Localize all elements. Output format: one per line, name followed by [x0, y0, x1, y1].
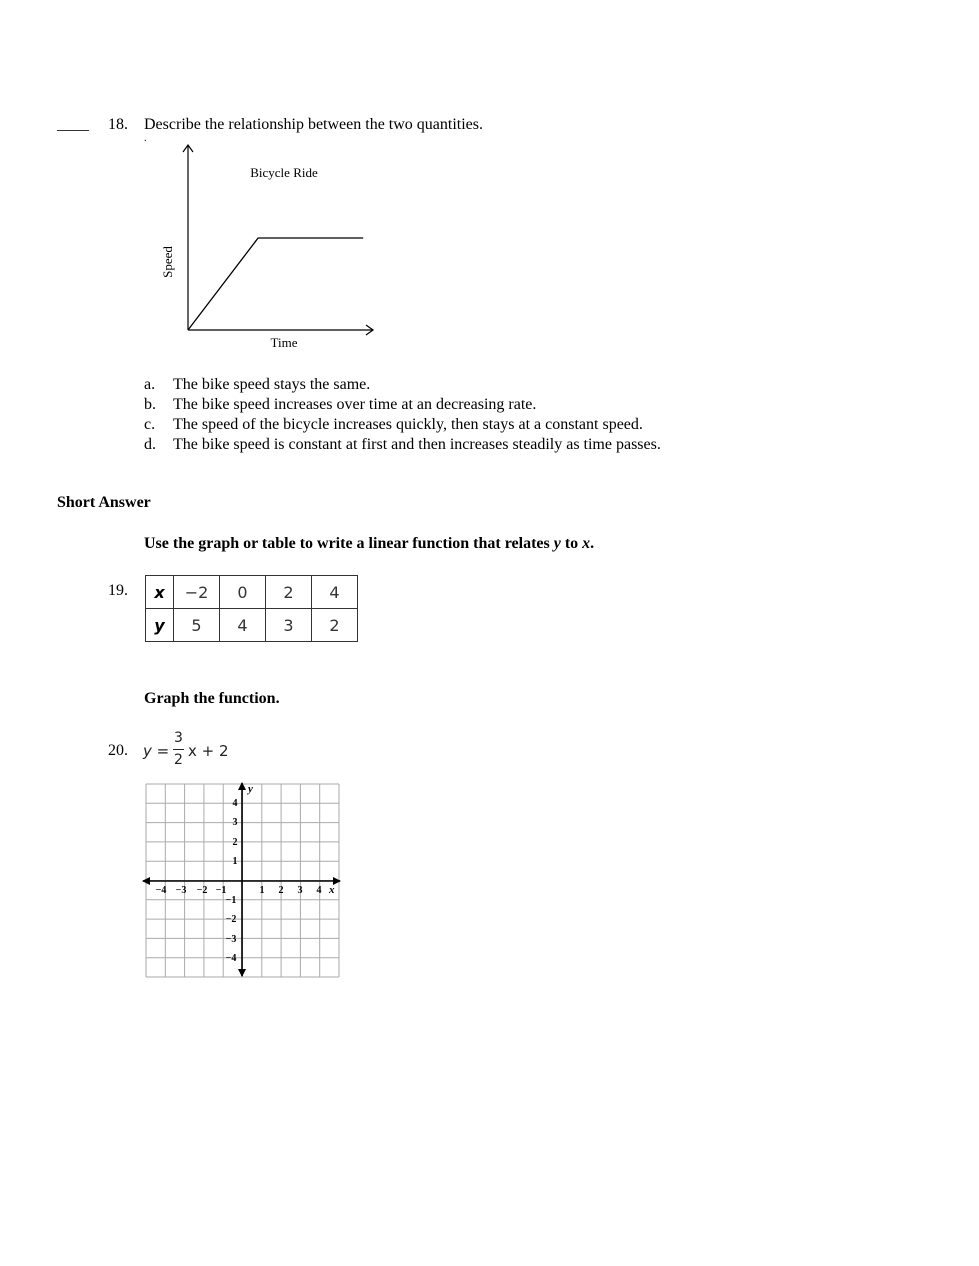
- coordinate-grid[interactable]: [140, 780, 345, 980]
- y-tick-label: 4: [232, 798, 238, 809]
- x-tick-label: −1: [215, 885, 227, 896]
- x-tick-label: −3: [175, 885, 187, 896]
- y-tick-label: −3: [225, 934, 237, 945]
- bicycle-ride-chart: [150, 140, 390, 355]
- section-heading-graph: Graph the function.: [144, 690, 280, 707]
- table-row-y: [146, 609, 358, 642]
- grid-y-arrow-down: [238, 969, 246, 977]
- answer-blank[interactable]: ____: [57, 116, 89, 133]
- choice-a[interactable]: The bike speed stays the same.: [173, 376, 371, 393]
- fraction-numerator: 3: [174, 730, 183, 746]
- table-cell: 4: [312, 576, 358, 609]
- choice-d[interactable]: The bike speed is constant at first and then increases steadily as time passes.: [173, 436, 661, 453]
- table-cell: 5: [174, 609, 220, 642]
- choice-a-letter: a.: [144, 376, 156, 393]
- table-cell: −2: [174, 576, 220, 609]
- table-cell: 3: [266, 609, 312, 642]
- choice-c-letter: c.: [144, 416, 156, 433]
- instruction-end: .: [590, 535, 595, 552]
- table-header-y: y: [146, 609, 174, 642]
- table-row-x: [146, 576, 358, 609]
- y-tick-label: −2: [225, 914, 237, 925]
- question-number-19: 19.: [108, 582, 128, 599]
- y-tick-label: −4: [225, 953, 237, 964]
- instruction-mid: to: [560, 535, 583, 552]
- section-heading-short-answer: Short Answer: [57, 494, 151, 511]
- x-axis-label: Time: [270, 335, 298, 350]
- stray-mark: .: [144, 133, 147, 144]
- instruction-start: Use the graph or table to write a linear function that relates: [144, 535, 554, 552]
- instruction-y: y: [553, 535, 561, 552]
- x-tick-label: −2: [196, 885, 208, 896]
- equation-rhs: x + 2: [188, 742, 229, 760]
- choice-b[interactable]: The bike speed increases over time at an decreasing rate.: [173, 396, 537, 413]
- x-tick-label: 4: [316, 885, 322, 896]
- question-number-18: 18.: [108, 116, 128, 133]
- table-header-x: x: [146, 576, 174, 609]
- grid-y-label: y: [248, 783, 253, 795]
- question-number-20: 20.: [108, 742, 128, 759]
- grid-x-label: x: [329, 884, 335, 896]
- x-tick-label: 1: [259, 885, 265, 896]
- grid-y-arrow-up: [238, 782, 246, 790]
- fraction-denominator: 2: [174, 752, 183, 768]
- table-cell: 0: [220, 576, 266, 609]
- y-tick-label: 1: [232, 856, 238, 867]
- x-tick-label: −4: [155, 885, 167, 896]
- choice-b-letter: b.: [144, 396, 156, 413]
- x-tick-label: 3: [297, 885, 303, 896]
- x-tick-label: 2: [278, 885, 284, 896]
- y-tick-label: 3: [232, 817, 238, 828]
- table-cell: 2: [312, 609, 358, 642]
- instruction-x: x: [582, 535, 591, 552]
- xy-table: [145, 575, 358, 642]
- y-axis-label: Speed: [160, 246, 175, 278]
- table-cell: 2: [266, 576, 312, 609]
- fraction-bar: [173, 749, 184, 750]
- y-tick-label: 2: [232, 837, 238, 848]
- short-answer-instruction: [144, 535, 594, 553]
- choice-d-letter: d.: [144, 436, 156, 453]
- choice-c[interactable]: The speed of the bicycle increases quickly, then stays at a constant speed.: [173, 416, 643, 433]
- table-cell: 4: [220, 609, 266, 642]
- speed-series-line: [188, 238, 363, 330]
- equation-lhs: y =: [143, 742, 170, 760]
- question-18-prompt: Describe the relationship between the two quantities.: [144, 116, 484, 133]
- y-tick-label: −1: [225, 895, 237, 906]
- chart-title: Bicycle Ride: [250, 165, 318, 180]
